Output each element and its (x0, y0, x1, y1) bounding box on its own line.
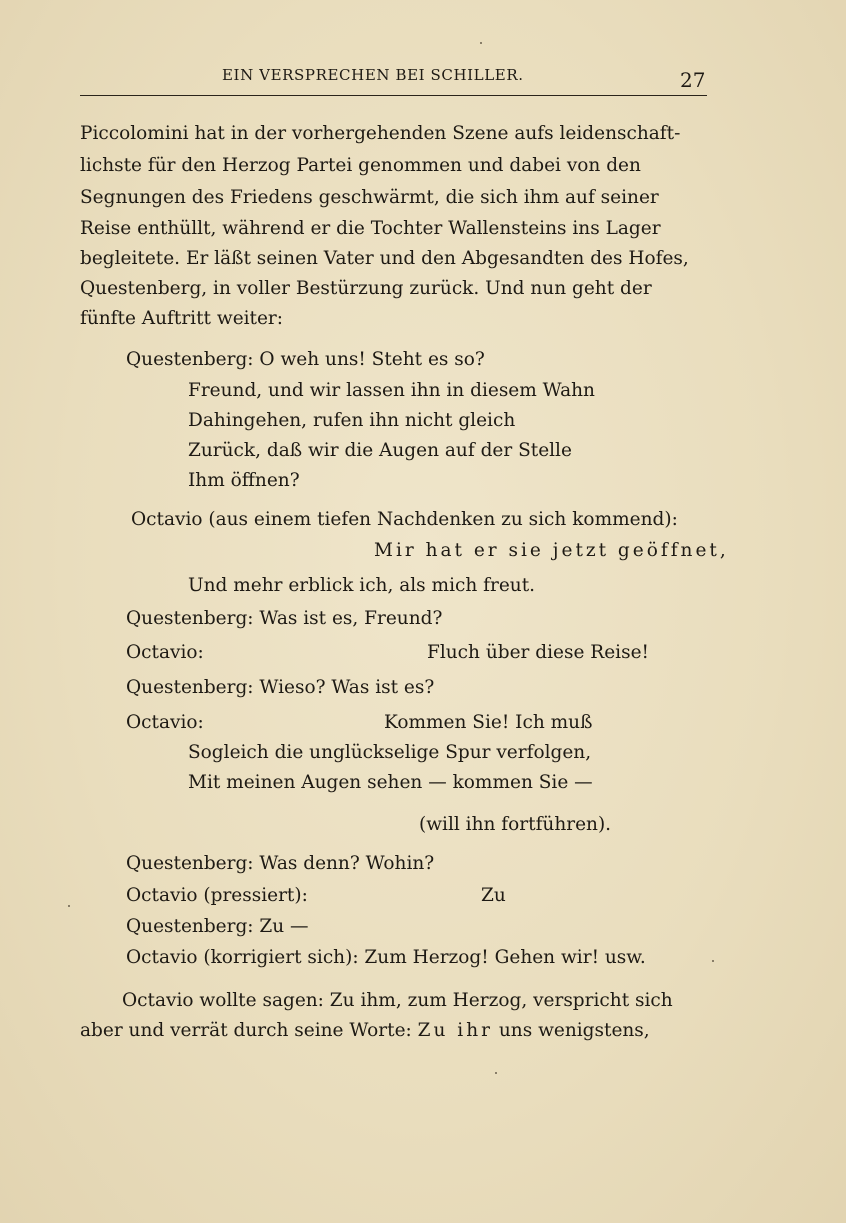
dialogue-line: Zurück, daß wir die Augen auf der Stelle (188, 440, 572, 461)
speaker-label: Octavio: (126, 712, 204, 733)
paper-speck (495, 1072, 497, 1074)
dialogue-line: Mir hat er sie jetzt geöffnet, (374, 540, 729, 561)
dialogue-line: Dahingehen, rufen ihn nicht gleich (188, 410, 516, 431)
intro-line: Reise enthüllt, während er die Tochter Wallensteins ins Lager (80, 218, 661, 239)
dialogue-line: Questenberg: Wieso? Was ist es? (126, 677, 435, 698)
dialogue-line: Mit meinen Augen sehen — kommen Sie — (188, 772, 593, 793)
header-rule (80, 95, 707, 96)
dialogue-line: Questenberg: Was ist es, Freund? (126, 608, 443, 629)
intro-line: fünfte Auftritt weiter: (80, 308, 284, 329)
dialogue-line: Fluch über diese Reise! (427, 642, 649, 663)
dialogue-line: Octavio (aus einem tiefen Nachdenken zu sich kommend): (131, 509, 678, 530)
intro-line: Piccolomini hat in der vorhergehenden Szene aufs leidenschaft- (80, 123, 681, 144)
dialogue-line: Ihm öffnen? (188, 470, 300, 491)
dialogue-line: Sogleich die unglückselige Spur verfolgen, (188, 742, 592, 763)
outro-text-start: aber und verrät durch seine Worte: (80, 1020, 412, 1041)
paper-speck (480, 42, 482, 44)
intro-line: Segnungen des Friedens geschwärmt, die sich ihm auf seiner (80, 187, 659, 208)
paper-speck (68, 905, 70, 907)
dialogue-line: Freund, und wir lassen ihn in diesem Wahn (188, 380, 595, 401)
dialogue-line: Kommen Sie! Ich muß (384, 712, 593, 733)
dialogue-line: Questenberg: O weh uns! Steht es so? (126, 349, 485, 370)
outro-text-end: uns wenigstens, (498, 1020, 650, 1041)
intro-line: Questenberg, in voller Bestürzung zurück. Und nun geht der (80, 278, 652, 299)
paper-speck (712, 960, 714, 962)
outro-line (80, 1019, 650, 1043)
dialogue-line: Questenberg: Zu — (126, 916, 309, 937)
dialogue-line: Questenberg: Was denn? Wohin? (126, 853, 435, 874)
outro-line: Octavio wollte sagen: Zu ihm, zum Herzog, verspricht sich (122, 990, 673, 1011)
dialogue-line: Und mehr erblick ich, als mich freut. (188, 575, 536, 596)
outro-emphasis: Zu ihr (417, 1020, 493, 1041)
running-title: EIN VERSPRECHEN BEI SCHILLER. (222, 66, 524, 84)
speaker-label: Octavio: (126, 642, 204, 663)
page-number: 27 (680, 68, 706, 92)
dialogue-line: Octavio (korrigiert sich): Zum Herzog! Gehen wir! usw. (126, 947, 646, 968)
intro-line: lichste für den Herzog Partei genommen und dabei von den (80, 155, 641, 176)
dialogue-line: Octavio (pressiert): (126, 885, 308, 906)
intro-line: begleitete. Er läßt seinen Vater und den Abgesandten des Hofes, (80, 248, 689, 269)
stage-direction: (will ihn fortführen). (419, 814, 612, 835)
dialogue-line: Zu (481, 885, 506, 906)
